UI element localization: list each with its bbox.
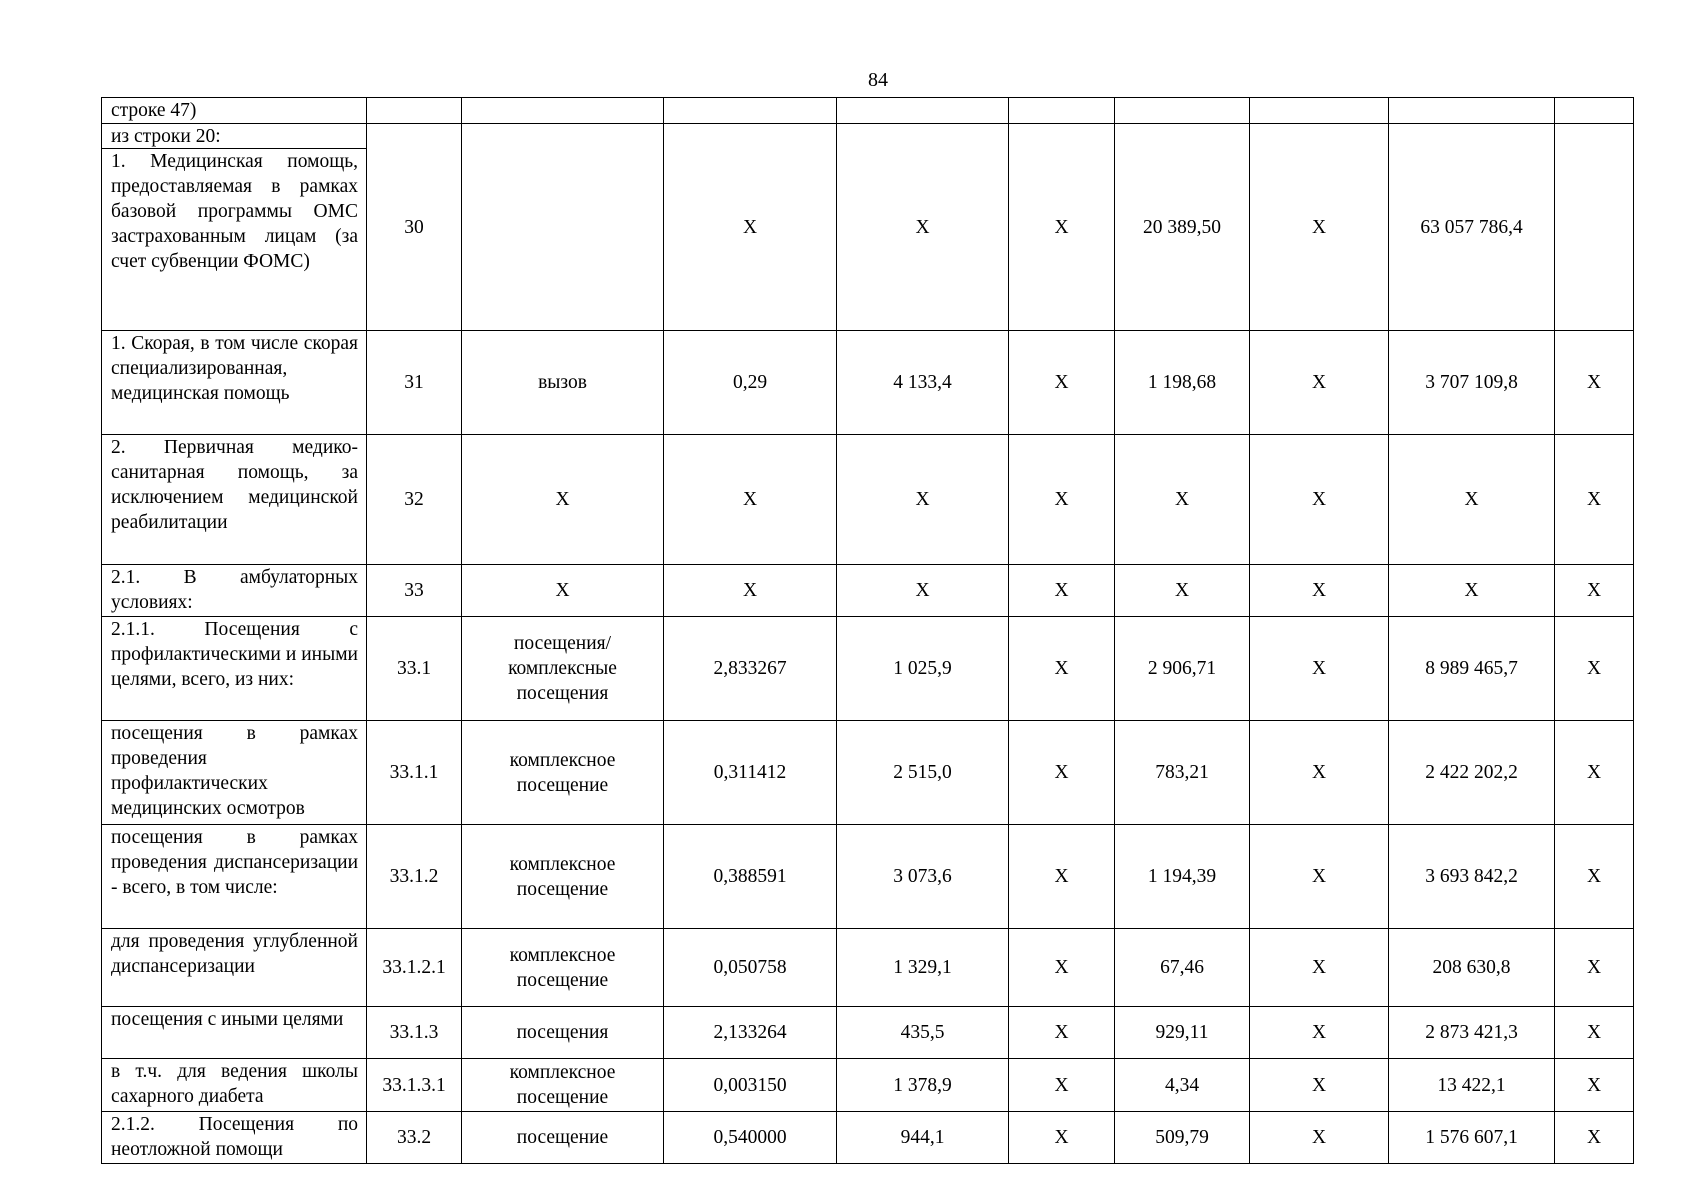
row-value-cell: Х [1115, 565, 1250, 617]
row-unit-cell: вызов [462, 331, 664, 435]
row-unit-cell: комплексное посещение [462, 1059, 664, 1112]
row-value-cell: Х [1250, 929, 1389, 1007]
row-value-cell [1009, 98, 1115, 124]
row-value-cell: Х [1555, 565, 1634, 617]
row-value-cell: 2 906,71 [1115, 617, 1250, 721]
table-row [102, 929, 1634, 1007]
table-row [102, 565, 1634, 617]
row-code-cell: 33.2 [367, 1112, 462, 1164]
row-value-cell: 0,311412 [664, 721, 837, 825]
row-name-cell: в т.ч. для ведения школы сахарного диабета [102, 1059, 367, 1112]
row-value-cell: Х [1009, 1059, 1115, 1112]
row-value-cell: Х [1009, 565, 1115, 617]
row-value-cell: 3 693 842,2 [1389, 825, 1555, 929]
data-table [101, 97, 1634, 1164]
row-value-cell: Х [1009, 331, 1115, 435]
row-value-cell: 0,540000 [664, 1112, 837, 1164]
row-value-cell: Х [1250, 1112, 1389, 1164]
row-value-cell: Х [1009, 1007, 1115, 1059]
row-value-cell: 435,5 [837, 1007, 1009, 1059]
row-unit-cell [462, 98, 664, 124]
row-code-cell: 33.1.3.1 [367, 1059, 462, 1112]
row-value-cell: Х [837, 124, 1009, 331]
row-unit-cell: комплексное посещение [462, 825, 664, 929]
row-value-cell [1250, 98, 1389, 124]
row-unit-cell: Х [462, 565, 664, 617]
table-row [102, 124, 1634, 331]
table-row [102, 617, 1634, 721]
row-code-cell: 32 [367, 435, 462, 565]
table-row [102, 721, 1634, 825]
row-name-cell: 2. Первичная медико-санитарная помощь, за исключением медицинской реабилитации [102, 435, 367, 565]
row-name: 1. Медицинская помощь, предоставляемая в рамках базовой программы ОМС застрахованным лицам (за счет субвенции ФОМС) [111, 151, 358, 272]
row-value-cell: 1 194,39 [1115, 825, 1250, 929]
row-value-cell: 67,46 [1115, 929, 1250, 1007]
row-value-cell: Х [1115, 435, 1250, 565]
row-value-cell: 0,29 [664, 331, 837, 435]
row-value-cell [1555, 98, 1634, 124]
row-value-cell [837, 98, 1009, 124]
row-value-cell: 20 389,50 [1115, 124, 1250, 331]
row-name-cell: посещения с иными целями [102, 1007, 367, 1059]
row-value-cell: 0,050758 [664, 929, 837, 1007]
table-row [102, 98, 1634, 124]
row-value-cell [1115, 98, 1250, 124]
table-row [102, 1112, 1634, 1164]
row-value-cell: Х [1555, 1007, 1634, 1059]
row-value-cell: Х [1555, 1059, 1634, 1112]
row-value-cell: 4 133,4 [837, 331, 1009, 435]
row-code-cell: 33.1 [367, 617, 462, 721]
row-value-cell: 1 576 607,1 [1389, 1112, 1555, 1164]
row-value-cell: 2,133264 [664, 1007, 837, 1059]
row-value-cell: Х [1555, 929, 1634, 1007]
row-name-cell: посещения в рамках проведения профилактических медицинских осмотров [102, 721, 367, 825]
row-code-cell: 33.1.2 [367, 825, 462, 929]
row-name-cell: посещения в рамках проведения диспансеризации - всего, в том числе: [102, 825, 367, 929]
row-name-cell: для проведения углубленной диспансеризации [102, 929, 367, 1007]
row-value-cell: 8 989 465,7 [1389, 617, 1555, 721]
row-value-cell: 1 329,1 [837, 929, 1009, 1007]
row-value-cell: Х [1250, 825, 1389, 929]
row-code-cell: 33.1.1 [367, 721, 462, 825]
row-unit-cell: комплексное посещение [462, 929, 664, 1007]
row-name-cell: 1. Скорая, в том числе скорая специализированная, медицинская помощь [102, 331, 367, 435]
row-value-cell [1555, 124, 1634, 331]
row-name-cell: 2.1. В амбулаторных условиях: [102, 565, 367, 617]
row-value-cell: Х [1250, 331, 1389, 435]
row-unit-cell [462, 124, 664, 331]
row-value-cell: Х [837, 435, 1009, 565]
row-value-cell: Х [1250, 1007, 1389, 1059]
row-value-cell: Х [1250, 565, 1389, 617]
row-name-cell: 2.1.1. Посещения с профилактическими и иными целями, всего, из них: [102, 617, 367, 721]
table-row [102, 1007, 1634, 1059]
row-value-cell: 0,388591 [664, 825, 837, 929]
row-value-cell: 3 073,6 [837, 825, 1009, 929]
row-unit-cell: комплексное посещение [462, 721, 664, 825]
row-value-cell: Х [1555, 617, 1634, 721]
row-value-cell: Х [1009, 435, 1115, 565]
row-value-cell: Х [1389, 565, 1555, 617]
row-value-cell: 509,79 [1115, 1112, 1250, 1164]
row-value-cell: Х [1555, 721, 1634, 825]
row-value-cell: Х [1250, 617, 1389, 721]
row-unit-cell: Х [462, 435, 664, 565]
table-row [102, 435, 1634, 565]
table-row [102, 825, 1634, 929]
row-value-cell: Х [664, 435, 837, 565]
row-value-cell: Х [1009, 617, 1115, 721]
row-unit-cell: посещения [462, 1007, 664, 1059]
row-value-cell: 2 422 202,2 [1389, 721, 1555, 825]
row-name-cell [102, 124, 367, 331]
row-unit-cell: посещения/ комплексные посещения [462, 617, 664, 721]
row-value-cell: 0,003150 [664, 1059, 837, 1112]
row-value-cell: 2,833267 [664, 617, 837, 721]
row-value-cell: 1 378,9 [837, 1059, 1009, 1112]
row-value-cell: Х [664, 565, 837, 617]
row-value-cell: Х [1250, 721, 1389, 825]
row-value-cell: Х [837, 565, 1009, 617]
row-value-cell: 4,34 [1115, 1059, 1250, 1112]
row-value-cell: 929,11 [1115, 1007, 1250, 1059]
row-value-cell: Х [1009, 1112, 1115, 1164]
row-value-cell: 3 707 109,8 [1389, 331, 1555, 435]
row-value-cell: Х [1009, 825, 1115, 929]
row-value-cell: 944,1 [837, 1112, 1009, 1164]
row-value-cell: Х [1009, 124, 1115, 331]
row-value-cell: Х [1250, 124, 1389, 331]
row-unit-cell: посещение [462, 1112, 664, 1164]
row-code-cell: 30 [367, 124, 462, 331]
row-code-cell: 33 [367, 565, 462, 617]
row-name-prefix: из строки 20: [102, 124, 366, 149]
row-value-cell [1389, 98, 1555, 124]
table-row [102, 1059, 1634, 1112]
row-value-cell: Х [1009, 721, 1115, 825]
row-value-cell: 1 025,9 [837, 617, 1009, 721]
row-value-cell: 13 422,1 [1389, 1059, 1555, 1112]
row-value-cell: Х [664, 124, 837, 331]
row-value-cell: Х [1009, 929, 1115, 1007]
row-value-cell: 2 873 421,3 [1389, 1007, 1555, 1059]
row-value-cell: 208 630,8 [1389, 929, 1555, 1007]
row-value-cell: Х [1555, 825, 1634, 929]
row-code-cell [367, 98, 462, 124]
row-value-cell [664, 98, 837, 124]
row-value-cell: Х [1555, 331, 1634, 435]
row-value-cell: 1 198,68 [1115, 331, 1250, 435]
row-value-cell: 63 057 786,4 [1389, 124, 1555, 331]
row-value-cell: Х [1389, 435, 1555, 565]
row-value-cell: Х [1250, 1059, 1389, 1112]
row-code-cell: 33.1.2.1 [367, 929, 462, 1007]
row-name-cell: 2.1.2. Посещения по неотложной помощи [102, 1112, 367, 1164]
row-value-cell: Х [1555, 1112, 1634, 1164]
row-value-cell: Х [1250, 435, 1389, 565]
row-value-cell: Х [1555, 435, 1634, 565]
page-number: 84 [868, 69, 888, 91]
row-code-cell: 33.1.3 [367, 1007, 462, 1059]
table-row [102, 331, 1634, 435]
row-name-cell: строке 47) [102, 98, 367, 124]
row-code-cell: 31 [367, 331, 462, 435]
row-value-cell: 783,21 [1115, 721, 1250, 825]
row-value-cell: 2 515,0 [837, 721, 1009, 825]
